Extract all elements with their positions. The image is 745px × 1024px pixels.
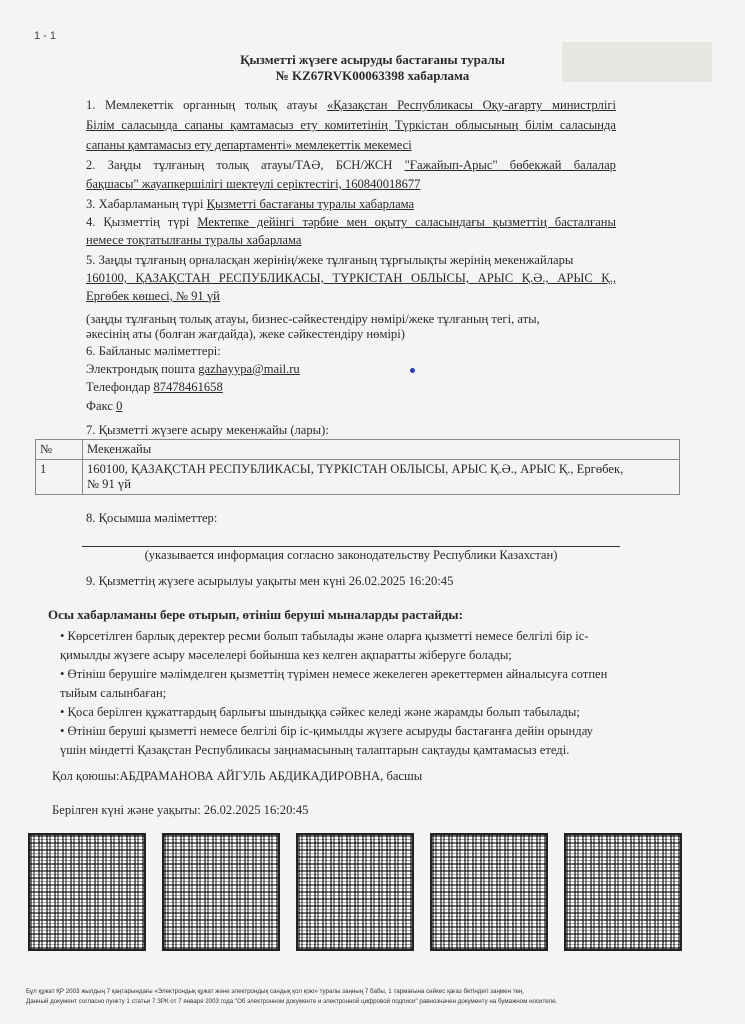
bullet-2-line-1: • Өтініш берушіге мәлімделген қызметтің түрімен немесе жекелеген әрекеттермен айналысуға сотпен	[60, 667, 608, 681]
item5-label: 5. Заңды тұлғаның орналасқан жерінің/жеке тұлғаның тұрғылықты жерінің мекенжайлары	[86, 253, 574, 267]
phone-row	[86, 379, 223, 395]
email-value: gazhayypa@mail.ru	[198, 362, 300, 376]
item8-note: (указывается информация согласно законодательству Республики Казахстан)	[144, 548, 558, 562]
item4-line-2	[86, 232, 301, 248]
item3-label: 3. Хабарламаның түрі	[86, 197, 204, 211]
item9-line	[86, 573, 453, 589]
bullet-1-line-1: • Көрсетілген барлық деректер ресми болып табылады және оларға қызметті немесе белгілі бір іс-	[60, 629, 589, 643]
item4-label: 4. Қызметтің түрі	[86, 215, 190, 229]
table-cell-num: 1	[36, 460, 83, 495]
item5-hint-1: (заңды тұлғаның толық атауы, бизнес-сәйкестендіру нөмірі/жеке тұлғаның тегі, аты,	[86, 312, 540, 326]
item1-line-3	[86, 137, 412, 153]
phone-value: 87478461658	[153, 380, 223, 394]
fax-row	[86, 398, 122, 414]
item2-line-1	[86, 157, 616, 173]
item8-label: 8. Қосымша мәліметтер:	[86, 511, 218, 525]
bullet-4-line-1: • Өтініш беруші қызметті немесе белгілі бір іс-қимылды жүзеге асыруды бастағанға дейін орындау	[60, 724, 593, 738]
qr-code-2	[162, 833, 280, 951]
qr-code-4	[430, 833, 548, 951]
item1-label: 1. Мемлекеттік органның толық атауы	[86, 98, 318, 112]
item4-value-2: немесе тоқтатылғаны туралы хабарлама	[86, 233, 302, 247]
item1-value-1: «Қазақстан Республикасы Оқу-ағарту министрлігі	[326, 98, 616, 112]
document-title	[0, 52, 745, 84]
issued-datetime: Берілген күні және уақыты: 26.02.2025 16:20:45	[52, 803, 309, 817]
item4-value-1: Мектепке дейінгі тәрбие мен оқыту саласындағы қызметтің басталғаны	[197, 215, 616, 229]
item4-line-1	[86, 214, 616, 230]
item6-label: 6. Байланыс мәліметтері:	[86, 344, 221, 358]
email-row	[86, 361, 300, 377]
item1-line-2	[86, 117, 616, 133]
item1-value-2: Білім саласында сапаны қамтамасыз ету комитетінің Түркістан облысының білім саласында	[86, 118, 616, 132]
item2-value-1: "Ғажайып-Арыс" бөбекжай балалар	[404, 158, 616, 172]
table-header-num: №	[36, 440, 83, 460]
bullet-3: • Қоса берілген құжаттардың барлығы шындыққа сәйкес келеді және жарамды болып табылады;	[60, 705, 580, 719]
bullet-2-line-2: тыйым салынбаған;	[60, 686, 167, 700]
ink-dot	[410, 368, 415, 373]
table-header-row	[36, 440, 680, 460]
address-line-1: 160100, ҚАЗАҚСТАН РЕСПУБЛИКАСЫ, ТҮРКІСТАН ОБЛЫСЫ, АРЫС Қ.Ә., АРЫС Қ., Ергөбек,	[87, 462, 624, 476]
item3-line	[86, 196, 414, 212]
qr-code-5	[564, 833, 682, 951]
item5-value-1: 160100, ҚАЗАҚСТАН РЕСПУБЛИКАСЫ, ТҮРКІСТАН ОБЛЫСЫ, АРЫС Қ.Ә., АРЫС Қ.,	[86, 271, 616, 285]
title-line-1: Қызметті жүзеге асыруды бастағаны туралы	[240, 52, 505, 67]
footer-kz: Бұл құжат ҚР 2003 жылдың 7 қаңтарындағы «Электрондық құжат және электрондық сандық қол қою» туралы заңның 7 бабы, 1 тармағына сәйкес қағаз бетіндегі заңмен тең.	[26, 988, 525, 995]
table-header-address: Мекенжайы	[83, 440, 680, 460]
item5-line-2	[86, 270, 616, 286]
address-line-2: № 91 үй	[87, 477, 131, 491]
title-line-2: № KZ67RVK00063398 хабарлама	[275, 68, 470, 83]
item5-value-2: Ергөбек көшесі, № 91 үй	[86, 289, 220, 303]
item7-label: 7. Қызметті жүзеге асыру мекенжайы (лары):	[86, 423, 329, 437]
item5-line-3	[86, 288, 220, 304]
item5-hint-2: әкесінің аты (болған жағдайда), жеке сәйкестендіру нөмірі)	[86, 327, 405, 341]
address-table	[35, 439, 680, 495]
phone-label: Телефондар	[86, 380, 151, 394]
confirm-heading: Осы хабарламаны бере отырып, өтініш беруші мыналарды растайды:	[48, 607, 463, 622]
page-number: 1 - 1	[34, 30, 57, 42]
item3-value: Қызметті бастағаны туралы хабарлама	[206, 197, 415, 211]
item2-label: 2. Заңды тұлғаның толық атауы/ТАӘ, БСН/ЖСН	[86, 158, 393, 172]
fax-value: 0	[116, 399, 123, 413]
table-cell-address	[83, 460, 680, 495]
item2-value-2: бақшасы" жауапкершілігі шектеулі серіктестігі, 160840018677	[86, 177, 421, 191]
item9-label: 9. Қызметтің жүзеге асырылуы уақыты мен күні	[86, 574, 346, 588]
item9-value: 26.02.2025 16:20:45	[348, 574, 454, 588]
item1-value-3: сапаны қамтамасыз ету департаменті» мемлекеттік мекемесі	[86, 138, 412, 152]
item1-line-1	[86, 97, 616, 113]
footer-ru: Данный документ согласно пункту 1 статьи 7 ЗРК от 7 января 2003 года "Об электронном документе и электронной цифровой подписи" равнозначен документу на бумажном носителе.	[26, 998, 558, 1005]
email-label: Электрондық пошта	[86, 362, 196, 376]
table-row	[36, 460, 680, 495]
bullet-1-line-2: қимылды жүзеге асыру мәселелері бойынша кез келген ақпаратты жіберуге болады;	[60, 648, 512, 662]
qr-code-3	[296, 833, 414, 951]
signer: Қол қоюшы:АБДРАМАНОВА АЙГУЛЬ АБДИКАДИРОВНА, басшы	[52, 769, 423, 783]
fax-label: Факс	[86, 399, 113, 413]
qr-code-1	[28, 833, 146, 951]
bullet-4-line-2: үшін міндетті Қазақстан Республикасы заңнамасының талаптарын сақтауды қамтамасыз етеді.	[60, 743, 570, 757]
item2-line-2	[86, 176, 420, 192]
